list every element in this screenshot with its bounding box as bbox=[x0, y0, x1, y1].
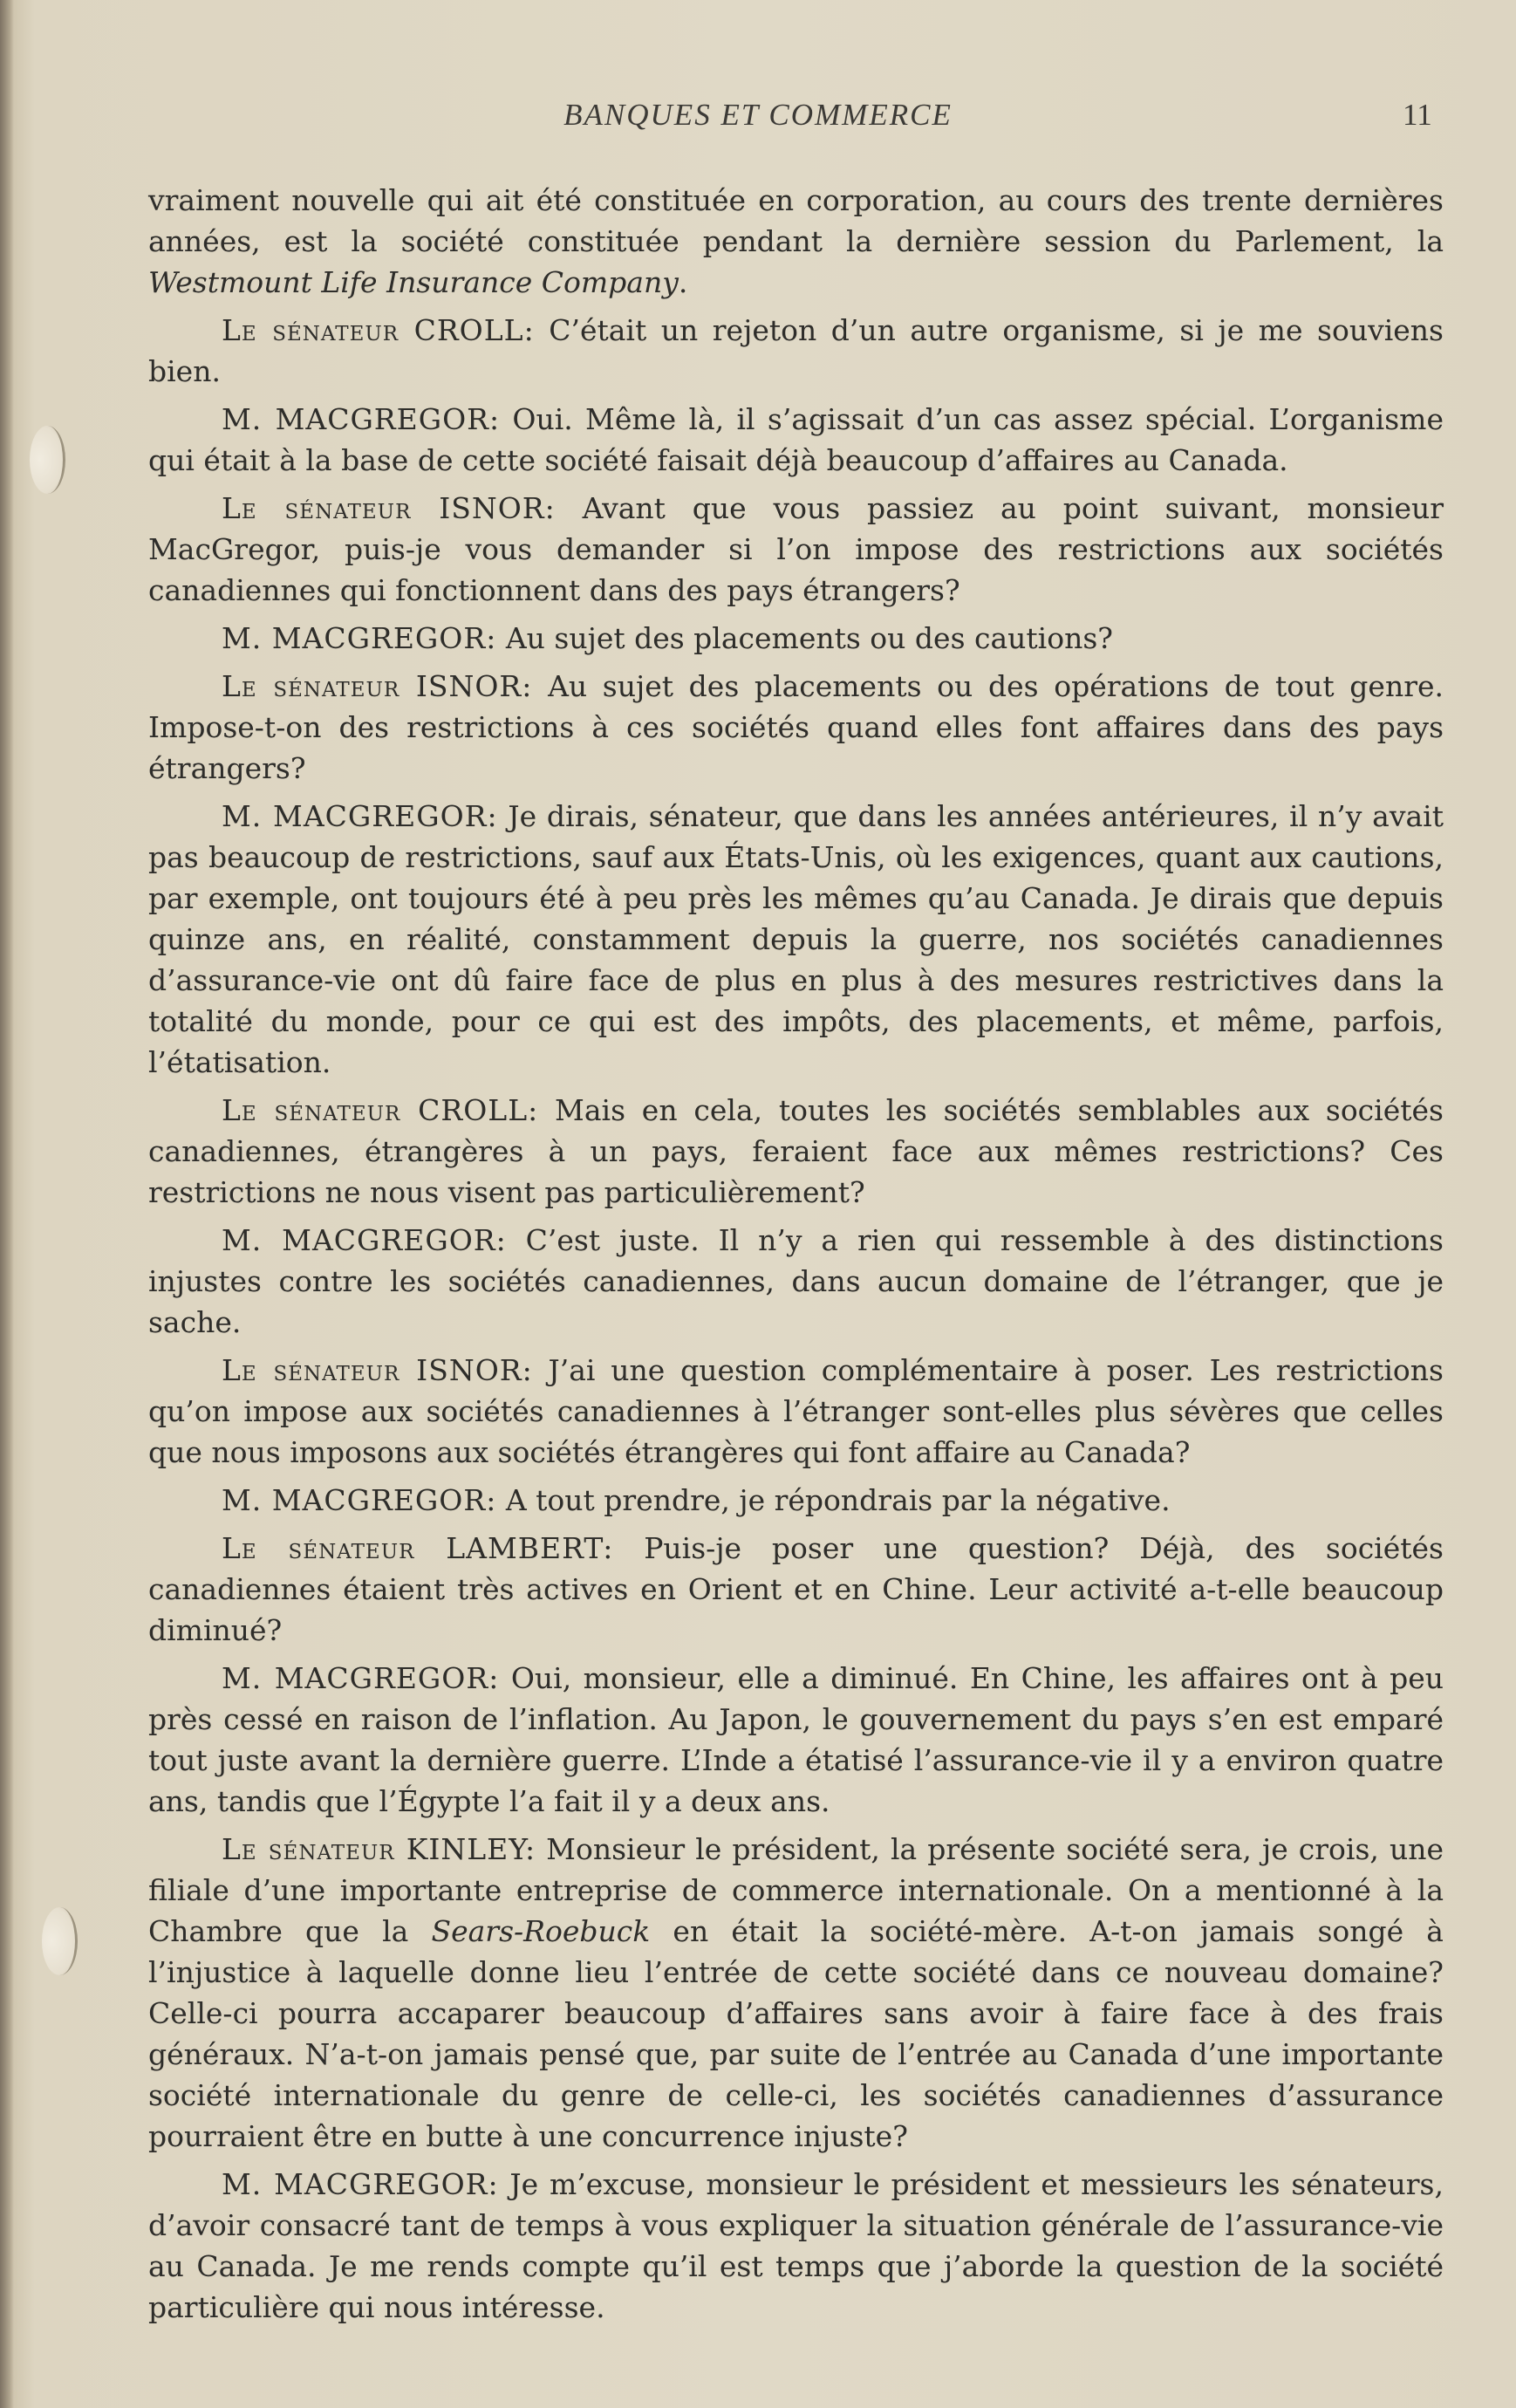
speech-text: A tout prendre, je répondrais par la négative. bbox=[505, 1483, 1171, 1517]
speech-text: C’était un rejeton d’un autre organisme, si je me souviens bien. bbox=[148, 313, 1444, 388]
speech-text: J’ai une question complémentaire à poser. Les restrictions qu’on impose aux sociétés canadiennes à l’étranger sont-elles plus sévères que celles que nous imposons aux sociétés étrangères qui font affaire au Canada? bbox=[148, 1353, 1444, 1469]
speaker-label: Le sénateur LAMBERT: bbox=[222, 1531, 614, 1565]
company-name-italic: Westmount Life Insurance Company bbox=[148, 265, 679, 299]
speaker-label: M. MACGREGOR: bbox=[222, 1661, 500, 1695]
speaker-label: Le sénateur ISNOR: bbox=[222, 491, 556, 525]
speech-macgregor bbox=[148, 618, 1444, 659]
speech-text: Mais en cela, toutes les sociétés semblables aux sociétés canadiennes, étrangères à un pays, feraient face aux mêmes restrictions? Ces restrictions ne nous visent pas particulièrement? bbox=[148, 1093, 1444, 1209]
speaker-label: M. MACGREGOR: bbox=[222, 1483, 497, 1517]
speaker-label: M. MACGREGOR: bbox=[222, 1223, 507, 1257]
speech-macgregor bbox=[148, 1480, 1444, 1521]
speech-lambert bbox=[148, 1528, 1444, 1651]
speech-text: Je m’excuse, monsieur le président et messieurs les sénateurs, d’avoir consacré tant de temps à vous expliquer la situation générale de l’assurance-vie au Canada. Je me rends compte qu’il est temps que j’aborde la question de la société particulière qui nous intéresse. bbox=[148, 2167, 1444, 2324]
speech-isnor bbox=[148, 488, 1444, 611]
speaker-label: Le sénateur ISNOR: bbox=[222, 1353, 533, 1387]
speech-text: Puis-je poser une question? Déjà, des sociétés canadiennes étaient très actives en Orient et en Chine. Leur activité a-t-elle beaucoup diminué? bbox=[148, 1531, 1444, 1647]
speech-isnor bbox=[148, 666, 1444, 789]
speech-text: Avant que vous passiez au point suivant, monsieur MacGregor, puis-je vous demander si l’on impose des restrictions aux sociétés canadiennes qui fonctionnent dans des pays étrangers? bbox=[148, 491, 1444, 607]
speaker-label: Le sénateur ISNOR: bbox=[222, 669, 533, 703]
speaker-label: M. MACGREGOR: bbox=[222, 402, 501, 436]
speech-text: C’est juste. Il n’y a rien qui ressemble à des distinctions injustes contre les sociétés canadiennes, dans aucun domaine de l’étranger, que je sache. bbox=[148, 1223, 1444, 1339]
speech-text: Au sujet des placements ou des opérations de tout genre. Impose-t-on des restrictions à ces sociétés quand elles font affaires dans des pays étrangers? bbox=[148, 669, 1444, 785]
body-text bbox=[148, 180, 1444, 2335]
speech-macgregor bbox=[148, 796, 1444, 1083]
page-number: 11 bbox=[1403, 98, 1432, 132]
speaker-label: Le sénateur KINLEY: bbox=[222, 1832, 536, 1866]
speaker-label: M. MACGREGOR: bbox=[222, 621, 497, 655]
binding-edge bbox=[0, 0, 14, 2408]
company-name-italic: Sears-Roebuck bbox=[431, 1914, 651, 1948]
paragraph-text: vraiment nouvelle qui ait été constituée en corporation, au cours des trente dernières années, est la société constituée pendant la dernière session du Parlement, la bbox=[148, 183, 1444, 258]
speech-text: Monsieur le président, la présente société sera, je crois, une filiale d’une importante entreprise de commerce internationale. On a mentionné à la Chambre que la bbox=[148, 1832, 1444, 1948]
speech-macgregor bbox=[148, 1220, 1444, 1343]
speech-croll bbox=[148, 310, 1444, 392]
speech-text: Je dirais, sénateur, que dans les années antérieures, il n’y avait pas beaucoup de restrictions, sauf aux États-Unis, où les exigences, quant aux cautions, par exemple, ont toujours été à peu près les mêmes qu’au Canada. Je dirais que depuis quinze ans, en réalité, constamment depuis la guerre, nos sociétés canadiennes d’assurance-vie ont dû faire face de plus en plus à des mesures restrictives dans la totalité du monde, pour ce qui est des impôts, des placements, et même, parfois, l’étatisation. bbox=[148, 799, 1444, 1079]
punch-hole-top bbox=[30, 426, 65, 494]
page-header bbox=[0, 98, 1516, 141]
speech-isnor bbox=[148, 1350, 1444, 1473]
punch-hole-bottom bbox=[42, 1907, 78, 1975]
paragraph-continuation bbox=[148, 180, 1444, 303]
paragraph-text-end: . bbox=[678, 265, 688, 299]
speech-macgregor bbox=[148, 399, 1444, 481]
speech-text: Oui, monsieur, elle a diminué. En Chine, les affaires ont à peu près cessé en raison de l’inflation. Au Japon, le gouvernement du pays s’en est emparé tout juste avant la dernière guerre. L’Inde a étatisé l’assurance-vie il y a environ quatre ans, tandis que l’Égypte l’a fait il y a deux ans. bbox=[148, 1661, 1444, 1818]
speech-kinley bbox=[148, 1829, 1444, 2157]
speaker-label: Le sénateur CROLL: bbox=[222, 313, 535, 347]
speech-croll bbox=[148, 1090, 1444, 1213]
speech-text: Au sujet des placements ou des cautions? bbox=[505, 621, 1113, 655]
speech-macgregor bbox=[148, 2164, 1444, 2328]
speaker-label: M. MACGREGOR: bbox=[222, 799, 498, 833]
speaker-label: M. MACGREGOR: bbox=[222, 2167, 499, 2201]
speech-macgregor bbox=[148, 1658, 1444, 1822]
running-title: BANQUES ET COMMERCE bbox=[563, 98, 953, 132]
speaker-label: Le sénateur CROLL: bbox=[222, 1093, 539, 1127]
speech-text-end: en était la société-mère. A-t-on jamais songé à l’injustice à laquelle donne lieu l’entrée de cette société dans ce nouveau domaine? Celle-ci pourra accaparer beaucoup d’affaires sans avoir à faire face à des frais généraux. N’a-t-on jamais pensé que, par suite de l’entrée au Canada d’une importante société internationale du genre de celle-ci, les sociétés canadiennes d’assurance pourraient être en butte à une concurrence injuste? bbox=[148, 1914, 1444, 2153]
speech-text: Oui. Même là, il s’agissait d’un cas assez spécial. L’organisme qui était à la base de cette société faisait déjà beaucoup d’affaires au Canada. bbox=[148, 402, 1444, 477]
